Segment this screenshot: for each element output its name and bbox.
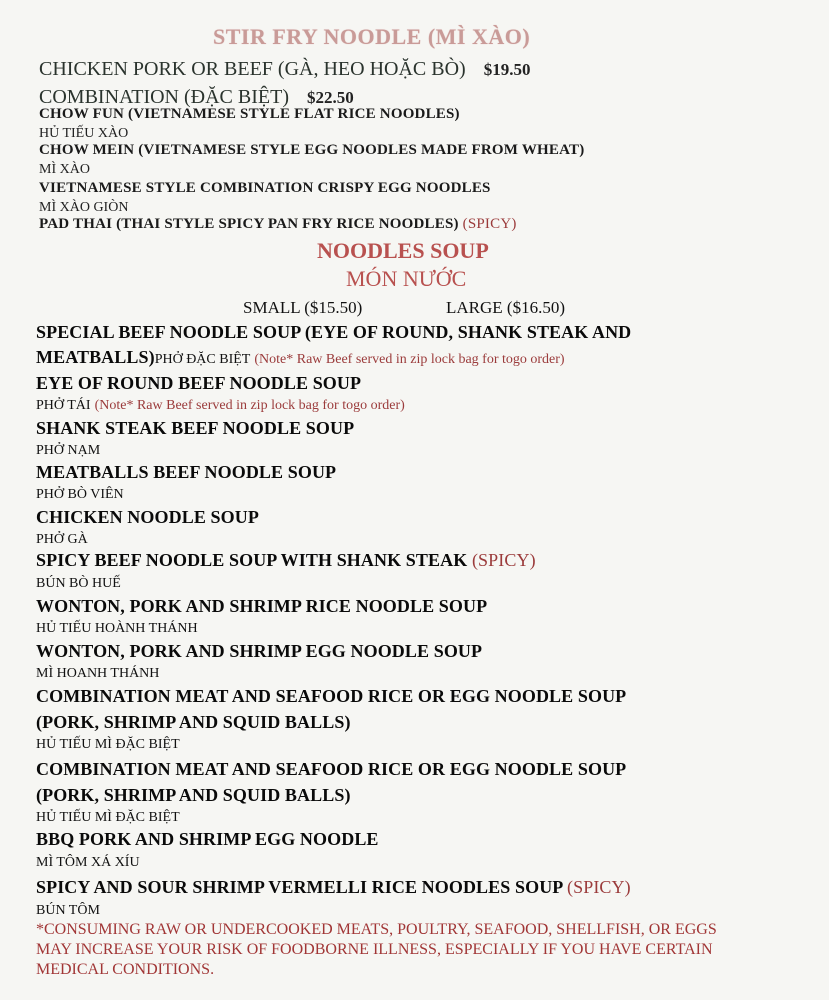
stir-fry-chicken-pork-beef [39,58,530,81]
soup-item-name: BBQ PORK AND SHRIMP EGG NOODLE [36,829,379,849]
stir-fry-item-name: VIETNAMESE STYLE COMBINATION CRISPY EGG NOODLES [39,180,491,196]
soup-item-spicy-sour [36,877,631,898]
soup-item-name: SPICY AND SOUR SHRIMP VERMELLI RICE NOODLES SOUP [36,877,563,897]
soup-item-viet: PHỞ BÒ VIÊN [36,487,124,502]
soup-item-viet: BÚN BÒ HUẾ [36,576,121,591]
chicken-pork-beef-label: CHICKEN PORK OR BEEF (GÀ, HEO HOẶC BÒ) [39,58,466,80]
spicy-tag: (SPICY) [462,216,517,232]
soup-item-name2: (PORK, SHRIMP AND SQUID BALLS) [36,785,351,805]
soup-item-name: COMBINATION MEAT AND SEAFOOD RICE OR EGG NOODLE SOUP [36,686,627,706]
spicy-tag: (SPICY) [567,877,631,897]
stir-fry-item-pad-thai [39,216,517,233]
size-large: LARGE ($16.50) [446,298,565,317]
stir-fry-title: STIR FRY NOODLE (MÌ XÀO) [213,24,531,49]
disclaimer-line-3: MEDICAL CONDITIONS. [36,961,215,978]
soup-item-name: SHANK STEAK BEEF NOODLE SOUP [36,418,355,438]
stir-fry-item-name: CHOW MEIN (VIETNAMESE STYLE EGG NOODLES MADE FROM WHEAT) [39,142,585,158]
soup-item-name2: (PORK, SHRIMP AND SQUID BALLS) [36,712,351,732]
soup-item-line2 [36,347,565,368]
soup-item-name: WONTON, PORK AND SHRIMP EGG NOODLE SOUP [36,641,483,661]
combination-price: $22.50 [306,88,354,107]
noodles-soup-title: NOODLES SOUP [317,238,489,263]
stir-fry-item-name: CHOW FUN (VIETNAMESE STYLE FLAT RICE NOODLES) [39,106,460,122]
disclaimer-line-2: MAY INCREASE YOUR RISK OF FOODBORNE ILLNESS, ESPECIALLY IF YOU HAVE CERTAIN [36,941,713,958]
togo-note: (Note* Raw Beef served in zip lock bag for togo order) [254,352,565,367]
soup-item-viet: PHỞ TÁI [36,398,91,413]
soup-item-name: SPICY BEEF NOODLE SOUP WITH SHANK STEAK [36,550,468,570]
soup-item-spicy-beef [36,550,536,571]
soup-item-line2 [36,396,405,414]
soup-item-viet: MÌ HOANH THÁNH [36,666,160,681]
soup-item-name: MEATBALLS BEEF NOODLE SOUP [36,462,337,482]
stir-fry-item-viet: MÌ XÀO GIÒN [39,200,129,215]
soup-item-name: CHICKEN NOODLE SOUP [36,507,259,527]
stir-fry-item-viet: MÌ XÀO [39,162,90,177]
togo-note: (Note* Raw Beef served in zip lock bag for togo order) [94,398,405,413]
soup-item-viet: PHỞ NẠM [36,443,101,458]
soup-item-viet: MÌ TÔM XÁ XÍU [36,855,140,870]
soup-item-viet: PHỞ GÀ [36,532,88,547]
size-small: SMALL ($15.50) [243,298,363,317]
soup-item-viet: HỦ TIẾU HOÀNH THÁNH [36,621,198,636]
spicy-tag: (SPICY) [471,550,536,570]
soup-item-name2: MEATBALLS) [36,347,155,367]
disclaimer-line-1: *CONSUMING RAW OR UNDERCOOKED MEATS, POULTRY, SEAFOOD, SHELLFISH, OR EGGS [36,921,717,938]
stir-fry-item-name: PAD THAI (THAI STYLE SPICY PAN FRY RICE NOODLES) [39,216,459,232]
soup-item-name: SPECIAL BEEF NOODLE SOUP (EYE OF ROUND, SHANK STEAK AND [36,322,632,342]
soup-item-name: EYE OF ROUND BEEF NOODLE SOUP [36,373,362,393]
soup-item-name: COMBINATION MEAT AND SEAFOOD RICE OR EGG NOODLE SOUP [36,759,627,779]
soup-item-viet: HỦ TIẾU MÌ ĐẶC BIỆT [36,810,180,825]
noodles-soup-subtitle: MÓN NƯỚC [346,266,467,291]
soup-item-viet: HỦ TIẾU MÌ ĐẶC BIỆT [36,737,180,752]
stir-fry-item-viet: HỦ TIẾU XÀO [39,126,129,141]
chicken-pork-beef-price: $19.50 [483,60,531,79]
combination-label: COMBINATION (ĐẶC BIỆT) [39,86,289,108]
soup-item-viet: PHỞ ĐẶC BIỆT [154,352,251,367]
soup-item-name: WONTON, PORK AND SHRIMP RICE NOODLE SOUP [36,596,488,616]
soup-item-viet: BÚN TÔM [36,903,100,918]
